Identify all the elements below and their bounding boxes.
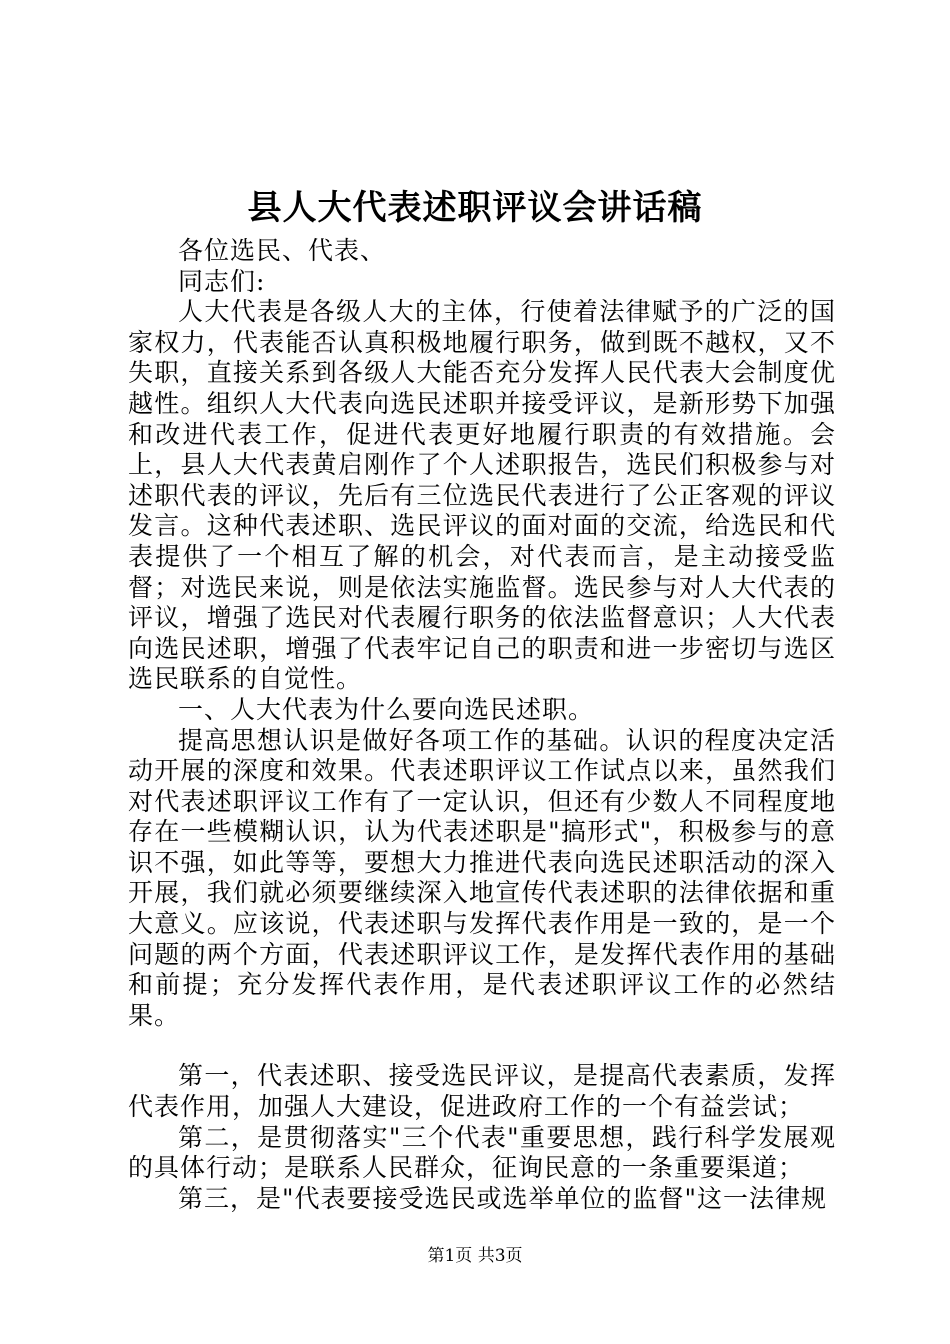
- list-item-second: 第二，是贯彻落实"三个代表"重要思想，践行科学发展观的具体行动；是联系人民群众，征询民意的一条重要渠道；: [128, 1122, 836, 1183]
- body-paragraph: 人大代表是各级人大的主体，行使着法律赋予的广泛的国家权力，代表能否认真积极地履行职务，做到既不越权，又不失职，直接关系到各级人大能否充分发挥人民代表大会制度优越性。组织人大代表向选民述职并接受评议，是新形势下加强和改进代表工作，促进代表更好地履行职责的有效措施。会上，县人大代表黄启刚作了个人述职报告，选民们积极参与对述职代表的评议，先后有三位选民代表进行了公正客观的评议发言。这种代表述职、选民评议的面对面的交流，给选民和代表提供了一个相互了解的机会，对代表而言，是主动接受监督；对选民来说，则是依法实施监督。选民参与对人大代表的评议，增强了选民对代表履行职务的依法监督意识；人大代表向选民述职，增强了代表牢记自己的职责和进一步密切与选区选民联系的自觉性。: [128, 297, 836, 694]
- list-item-first: 第一，代表述职、接受选民评议，是提高代表素质，发挥代表作用，加强人大建设，促进政府工作的一个有益尝试；: [128, 1061, 836, 1122]
- section-heading: 一、人大代表为什么要向选民述职。: [178, 694, 595, 724]
- page-footer: 第1页 共3页: [427, 1246, 523, 1266]
- salutation-line-2: 同志们:: [178, 266, 266, 296]
- list-item-third: 第三，是"代表要接受选民或选举单位的监督"这一法律规: [178, 1183, 828, 1213]
- document-title: 县人大代表述职评议会讲话稿: [247, 188, 703, 228]
- document-body: [128, 236, 836, 1214]
- body-paragraph: 提高思想认识是做好各项工作的基础。认识的程度决定活动开展的深度和效果。代表述职评议工作试点以来，虽然我们对代表述职评议工作有了一定认识，但还有少数人不同程度地存在一些模糊认识，认为代表述职是"搞形式"，积极参与的意识不强，如此等等，要想大力推进代表向选民述职活动的深入开展，我们就必须要继续深入地宣传代表述职的法律依据和重大意义。应该说，代表述职与发挥代表作用是一致的，是一个问题的两个方面，代表述职评议工作，是发挥代表作用的基础和前提；充分发挥代表作用，是代表述职评议工作的必然结果。: [128, 725, 836, 1030]
- salutation-line-1: 各位选民、代表、: [178, 236, 387, 265]
